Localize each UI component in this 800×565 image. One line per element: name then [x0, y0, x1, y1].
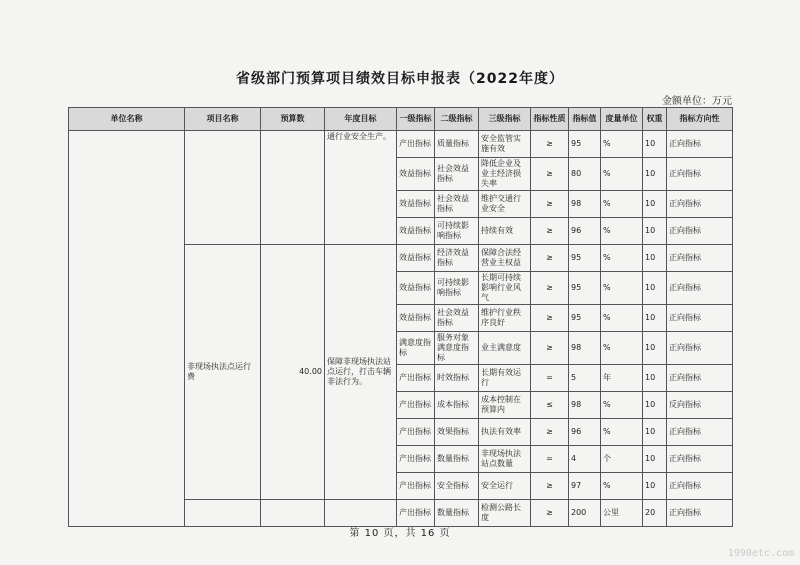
- measure-unit-cell: 公里: [601, 500, 643, 527]
- level3-cell: 非现场执法站点数量: [479, 446, 531, 473]
- weight-cell: 10: [643, 392, 667, 419]
- level1-cell: 产出指标: [397, 473, 435, 500]
- level3-cell: 业主满意度: [479, 332, 531, 365]
- direction-cell: 正向指标: [667, 131, 733, 158]
- nature-cell: ≥: [531, 191, 569, 218]
- nature-cell: =: [531, 365, 569, 392]
- level3-cell: 长期有效运行: [479, 365, 531, 392]
- value-cell: 4: [569, 446, 601, 473]
- direction-cell: 正向指标: [667, 500, 733, 527]
- nature-cell: ≥: [531, 305, 569, 332]
- level2-cell: 经济效益指标: [435, 245, 479, 272]
- weight-cell: 10: [643, 332, 667, 365]
- project3-budget-cell: [261, 500, 325, 527]
- weight-cell: 10: [643, 305, 667, 332]
- level2-cell: 安全指标: [435, 473, 479, 500]
- header-project-name: 项目名称: [185, 108, 261, 131]
- weight-cell: 10: [643, 245, 667, 272]
- measure-unit-cell: %: [601, 245, 643, 272]
- nature-cell: ≥: [531, 419, 569, 446]
- measure-unit-cell: %: [601, 191, 643, 218]
- level1-cell: 效益指标: [397, 191, 435, 218]
- level2-cell: 社会效益指标: [435, 191, 479, 218]
- performance-table: [68, 107, 733, 527]
- header-level1: 一级指标: [397, 108, 435, 131]
- weight-cell: 10: [643, 365, 667, 392]
- weight-cell: 10: [643, 473, 667, 500]
- header-level2: 二级指标: [435, 108, 479, 131]
- direction-cell: 正向指标: [667, 218, 733, 245]
- header-level3: 三级指标: [479, 108, 531, 131]
- project1-goal-cell: 通行业安全生产。: [325, 131, 397, 245]
- nature-cell: ≥: [531, 332, 569, 365]
- nature-cell: ≤: [531, 392, 569, 419]
- level2-cell: 数量指标: [435, 446, 479, 473]
- level3-cell: 维护交通行业安全: [479, 191, 531, 218]
- measure-unit-cell: %: [601, 332, 643, 365]
- measure-unit-cell: 年: [601, 365, 643, 392]
- header-budget: 预算数: [261, 108, 325, 131]
- project3-name-cell: [185, 500, 261, 527]
- direction-cell: 正向指标: [667, 245, 733, 272]
- nature-cell: ≥: [531, 272, 569, 305]
- nature-cell: =: [531, 446, 569, 473]
- header-value: 指标值: [569, 108, 601, 131]
- measure-unit-cell: %: [601, 473, 643, 500]
- level3-cell: 检测公路长度: [479, 500, 531, 527]
- value-cell: 80: [569, 158, 601, 191]
- nature-cell: ≥: [531, 500, 569, 527]
- value-cell: 98: [569, 191, 601, 218]
- direction-cell: 正向指标: [667, 365, 733, 392]
- level1-cell: 产出指标: [397, 500, 435, 527]
- measure-unit-cell: 个: [601, 446, 643, 473]
- level1-cell: 效益指标: [397, 245, 435, 272]
- header-direction: 指标方向性: [667, 108, 733, 131]
- value-cell: 95: [569, 245, 601, 272]
- header-weight: 权重: [643, 108, 667, 131]
- direction-cell: 正向指标: [667, 305, 733, 332]
- level2-cell: 成本指标: [435, 392, 479, 419]
- level1-cell: 产出指标: [397, 392, 435, 419]
- header-annual-goal: 年度目标: [325, 108, 397, 131]
- amount-unit: 金额单位：万元: [662, 96, 732, 107]
- weight-cell: 10: [643, 272, 667, 305]
- level3-cell: 维护行业秩序良好: [479, 305, 531, 332]
- project2-name-cell: 非现场执法点运行费: [185, 245, 261, 500]
- level2-cell: 数量指标: [435, 500, 479, 527]
- measure-unit-cell: %: [601, 158, 643, 191]
- measure-unit-cell: %: [601, 131, 643, 158]
- value-cell: 95: [569, 305, 601, 332]
- value-cell: 96: [569, 419, 601, 446]
- value-cell: 95: [569, 272, 601, 305]
- level1-cell: 产出指标: [397, 131, 435, 158]
- project1-budget-cell: [261, 131, 325, 245]
- level1-cell: 产出指标: [397, 365, 435, 392]
- level2-cell: 时效指标: [435, 365, 479, 392]
- measure-unit-cell: %: [601, 272, 643, 305]
- nature-cell: ≥: [531, 245, 569, 272]
- weight-cell: 10: [643, 191, 667, 218]
- value-cell: 5: [569, 365, 601, 392]
- level1-cell: 效益指标: [397, 272, 435, 305]
- value-cell: 98: [569, 332, 601, 365]
- level3-cell: 安全运行: [479, 473, 531, 500]
- value-cell: 98: [569, 392, 601, 419]
- level3-cell: 安全监管实施有效: [479, 131, 531, 158]
- direction-cell: 正向指标: [667, 191, 733, 218]
- weight-cell: 10: [643, 158, 667, 191]
- level2-cell: 可持续影响指标: [435, 218, 479, 245]
- project2-budget-cell: 40.00: [261, 245, 325, 500]
- page-number: 第 10 页，共 16 页: [349, 528, 451, 539]
- level1-cell: 效益指标: [397, 218, 435, 245]
- direction-cell: 反向指标: [667, 392, 733, 419]
- weight-cell: 10: [643, 218, 667, 245]
- value-cell: 97: [569, 473, 601, 500]
- nature-cell: ≥: [531, 473, 569, 500]
- level1-cell: 产出指标: [397, 419, 435, 446]
- measure-unit-cell: %: [601, 218, 643, 245]
- direction-cell: 正向指标: [667, 272, 733, 305]
- level1-cell: 满意度指标: [397, 332, 435, 365]
- level2-cell: 社会效益指标: [435, 305, 479, 332]
- level2-cell: 服务对象满意度指标: [435, 332, 479, 365]
- direction-cell: 正向指标: [667, 446, 733, 473]
- level2-cell: 质量指标: [435, 131, 479, 158]
- watermark: 1990etc.com: [727, 548, 794, 559]
- level3-cell: 长期可持续影响行业风气: [479, 272, 531, 305]
- weight-cell: 20: [643, 500, 667, 527]
- direction-cell: 正向指标: [667, 332, 733, 365]
- header-nature: 指标性质: [531, 108, 569, 131]
- project3-goal-cell: [325, 500, 397, 527]
- level2-cell: 社会效益指标: [435, 158, 479, 191]
- level3-cell: 保障合法经营业主权益: [479, 245, 531, 272]
- level3-cell: 降低企业及业主经济损失率: [479, 158, 531, 191]
- document-title: 省级部门预算项目绩效目标申报表（2022年度）: [236, 71, 564, 87]
- value-cell: 95: [569, 131, 601, 158]
- value-cell: 96: [569, 218, 601, 245]
- header-measure-unit: 度量单位: [601, 108, 643, 131]
- nature-cell: ≥: [531, 131, 569, 158]
- weight-cell: 10: [643, 419, 667, 446]
- level2-cell: 效果指标: [435, 419, 479, 446]
- unit-name-cell: [69, 131, 185, 527]
- level1-cell: 效益指标: [397, 305, 435, 332]
- level1-cell: 产出指标: [397, 446, 435, 473]
- direction-cell: 正向指标: [667, 419, 733, 446]
- table-row: [69, 131, 733, 158]
- header-unit-name: 单位名称: [69, 108, 185, 131]
- level3-cell: 执法有效率: [479, 419, 531, 446]
- level2-cell: 可持续影响指标: [435, 272, 479, 305]
- nature-cell: ≥: [531, 218, 569, 245]
- level1-cell: 效益指标: [397, 158, 435, 191]
- project2-goal-cell: 保障非现场执法站点运行，打击车辆非法行为。: [325, 245, 397, 500]
- direction-cell: 正向指标: [667, 473, 733, 500]
- measure-unit-cell: %: [601, 392, 643, 419]
- value-cell: 200: [569, 500, 601, 527]
- weight-cell: 10: [643, 131, 667, 158]
- nature-cell: ≥: [531, 158, 569, 191]
- table-header-row: [69, 108, 733, 131]
- project1-name-cell: [185, 131, 261, 245]
- level3-cell: 成本控制在预算内: [479, 392, 531, 419]
- measure-unit-cell: %: [601, 419, 643, 446]
- level3-cell: 持续有效: [479, 218, 531, 245]
- measure-unit-cell: %: [601, 305, 643, 332]
- direction-cell: 正向指标: [667, 158, 733, 191]
- weight-cell: 10: [643, 446, 667, 473]
